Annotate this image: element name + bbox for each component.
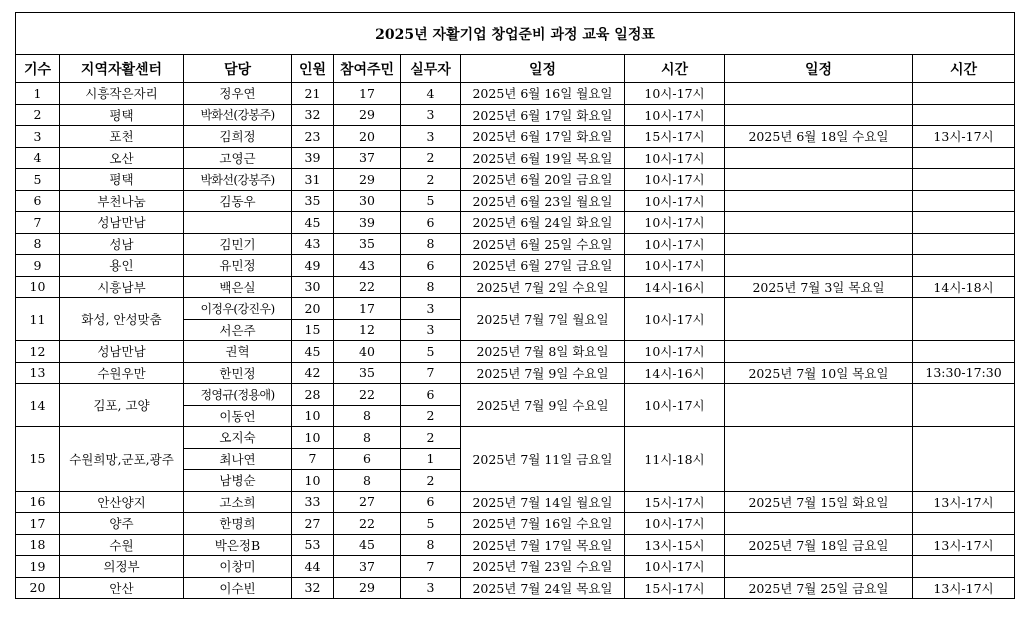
- schedule-date-cell: 2025년 7월 24일 목요일: [461, 577, 625, 599]
- second-date-cell: [725, 556, 913, 578]
- schedule-date-cell: 2025년 7월 11일 금요일: [461, 427, 625, 492]
- schedule-time-cell: 10시-17시: [625, 556, 725, 578]
- cohort-number-cell: 15: [16, 427, 60, 492]
- schedule-time-cell: 10시-17시: [625, 147, 725, 169]
- workers-cell: 8: [401, 233, 461, 255]
- second-time-cell: 14시-18시: [913, 276, 1015, 298]
- cohort-number-cell: 20: [16, 577, 60, 599]
- second-time-cell: [913, 513, 1015, 535]
- staff-name-cell: 백은실: [184, 276, 292, 298]
- cohort-number-cell: 6: [16, 190, 60, 212]
- second-time-cell: [913, 384, 1015, 427]
- schedule-date-cell: 2025년 7월 17일 목요일: [461, 534, 625, 556]
- staff-name-cell: 김민기: [184, 233, 292, 255]
- header-cell: 일정: [725, 55, 913, 83]
- schedule-date-cell: 2025년 7월 16일 수요일: [461, 513, 625, 535]
- workers-cell: 5: [401, 513, 461, 535]
- schedule-time-cell: 10시-17시: [625, 190, 725, 212]
- schedule-date-cell: 2025년 7월 23일 수요일: [461, 556, 625, 578]
- workers-cell: 4: [401, 83, 461, 105]
- second-time-cell: [913, 212, 1015, 234]
- schedule-date-cell: 2025년 7월 2일 수요일: [461, 276, 625, 298]
- table-row: [16, 513, 1015, 535]
- second-time-cell: [913, 341, 1015, 363]
- center-name-cell: 시흥작은자리: [60, 83, 184, 105]
- cohort-number-cell: 9: [16, 255, 60, 277]
- workers-cell: 3: [401, 577, 461, 599]
- schedule-date-cell: 2025년 6월 17일 화요일: [461, 126, 625, 148]
- headcount-cell: 32: [292, 104, 334, 126]
- schedule-date-cell: 2025년 7월 9일 수요일: [461, 362, 625, 384]
- headcount-cell: 30: [292, 276, 334, 298]
- schedule-table: [15, 12, 1015, 599]
- table-row: [16, 427, 1015, 449]
- workers-cell: 3: [401, 319, 461, 341]
- second-date-cell: [725, 255, 913, 277]
- second-date-cell: 2025년 7월 15일 화요일: [725, 491, 913, 513]
- second-date-cell: 2025년 7월 18일 금요일: [725, 534, 913, 556]
- headcount-cell: 43: [292, 233, 334, 255]
- workers-cell: 6: [401, 491, 461, 513]
- residents-cell: 22: [334, 513, 401, 535]
- headcount-cell: 10: [292, 427, 334, 449]
- schedule-time-cell: 10시-17시: [625, 83, 725, 105]
- headcount-cell: 10: [292, 405, 334, 427]
- table-row: [16, 341, 1015, 363]
- center-name-cell: 성남만남: [60, 341, 184, 363]
- schedule-time-cell: 10시-17시: [625, 233, 725, 255]
- schedule-date-cell: 2025년 6월 16일 월요일: [461, 83, 625, 105]
- residents-cell: 8: [334, 405, 401, 427]
- center-name-cell: 평택: [60, 169, 184, 191]
- center-name-cell: 시흥남부: [60, 276, 184, 298]
- header-cell: 담당: [184, 55, 292, 83]
- cohort-number-cell: 4: [16, 147, 60, 169]
- second-time-cell: [913, 255, 1015, 277]
- staff-name-cell: 이수빈: [184, 577, 292, 599]
- center-name-cell: 성남만남: [60, 212, 184, 234]
- center-name-cell: 안산: [60, 577, 184, 599]
- workers-cell: 6: [401, 384, 461, 406]
- headcount-cell: 32: [292, 577, 334, 599]
- residents-cell: 39: [334, 212, 401, 234]
- center-name-cell: 화성, 안성맞춤: [60, 298, 184, 341]
- cohort-number-cell: 17: [16, 513, 60, 535]
- headcount-cell: 35: [292, 190, 334, 212]
- second-date-cell: [725, 384, 913, 427]
- headcount-cell: 33: [292, 491, 334, 513]
- table-row: [16, 233, 1015, 255]
- second-time-cell: 13시-17시: [913, 491, 1015, 513]
- schedule-time-cell: 10시-17시: [625, 384, 725, 427]
- table-row: [16, 556, 1015, 578]
- cohort-number-cell: 11: [16, 298, 60, 341]
- residents-cell: 20: [334, 126, 401, 148]
- cohort-number-cell: 10: [16, 276, 60, 298]
- workers-cell: 2: [401, 147, 461, 169]
- center-name-cell: 포천: [60, 126, 184, 148]
- cohort-number-cell: 16: [16, 491, 60, 513]
- second-date-cell: [725, 190, 913, 212]
- center-name-cell: 평택: [60, 104, 184, 126]
- schedule-body: [16, 83, 1015, 599]
- cohort-number-cell: 1: [16, 83, 60, 105]
- second-date-cell: 2025년 6월 18일 수요일: [725, 126, 913, 148]
- cohort-number-cell: 18: [16, 534, 60, 556]
- residents-cell: 17: [334, 83, 401, 105]
- second-date-cell: [725, 233, 913, 255]
- residents-cell: 37: [334, 556, 401, 578]
- second-time-cell: [913, 427, 1015, 492]
- workers-cell: 6: [401, 212, 461, 234]
- workers-cell: 6: [401, 255, 461, 277]
- center-name-cell: 안산양지: [60, 491, 184, 513]
- second-date-cell: [725, 147, 913, 169]
- cohort-number-cell: 3: [16, 126, 60, 148]
- schedule-date-cell: 2025년 6월 24일 화요일: [461, 212, 625, 234]
- staff-name-cell: 서은주: [184, 319, 292, 341]
- residents-cell: 27: [334, 491, 401, 513]
- second-time-cell: [913, 83, 1015, 105]
- header-cell: 일정: [461, 55, 625, 83]
- headcount-cell: 31: [292, 169, 334, 191]
- second-date-cell: 2025년 7월 25일 금요일: [725, 577, 913, 599]
- header-row: [16, 55, 1015, 83]
- workers-cell: 7: [401, 556, 461, 578]
- schedule-time-cell: 10시-17시: [625, 341, 725, 363]
- staff-name-cell: 최나연: [184, 448, 292, 470]
- headcount-cell: 53: [292, 534, 334, 556]
- second-time-cell: 13시-17시: [913, 577, 1015, 599]
- schedule-time-cell: 15시-17시: [625, 126, 725, 148]
- second-date-cell: [725, 212, 913, 234]
- workers-cell: 1: [401, 448, 461, 470]
- headcount-cell: 44: [292, 556, 334, 578]
- header-cell: 참여주민: [334, 55, 401, 83]
- schedule-date-cell: 2025년 7월 9일 수요일: [461, 384, 625, 427]
- schedule-time-cell: 15시-17시: [625, 491, 725, 513]
- second-time-cell: [913, 233, 1015, 255]
- staff-name-cell: 박화선(강봉주): [184, 169, 292, 191]
- cohort-number-cell: 14: [16, 384, 60, 427]
- residents-cell: 12: [334, 319, 401, 341]
- second-date-cell: 2025년 7월 10일 목요일: [725, 362, 913, 384]
- table-row: [16, 104, 1015, 126]
- center-name-cell: 의정부: [60, 556, 184, 578]
- schedule-time-cell: 11시-18시: [625, 427, 725, 492]
- headcount-cell: 7: [292, 448, 334, 470]
- schedule-time-cell: 10시-17시: [625, 255, 725, 277]
- second-time-cell: 13:30-17:30: [913, 362, 1015, 384]
- schedule-date-cell: 2025년 7월 7일 월요일: [461, 298, 625, 341]
- headcount-cell: 28: [292, 384, 334, 406]
- staff-name-cell: 오지숙: [184, 427, 292, 449]
- workers-cell: 2: [401, 427, 461, 449]
- staff-name-cell: 남병순: [184, 470, 292, 492]
- schedule-time-cell: 10시-17시: [625, 212, 725, 234]
- cohort-number-cell: 5: [16, 169, 60, 191]
- schedule-date-cell: 2025년 7월 14일 월요일: [461, 491, 625, 513]
- second-date-cell: [725, 104, 913, 126]
- schedule-date-cell: 2025년 6월 27일 금요일: [461, 255, 625, 277]
- table-row: [16, 147, 1015, 169]
- center-name-cell: 성남: [60, 233, 184, 255]
- residents-cell: 35: [334, 362, 401, 384]
- second-date-cell: [725, 83, 913, 105]
- center-name-cell: 수원: [60, 534, 184, 556]
- staff-name-cell: 고영근: [184, 147, 292, 169]
- second-date-cell: [725, 341, 913, 363]
- headcount-cell: 10: [292, 470, 334, 492]
- table-row: [16, 577, 1015, 599]
- center-name-cell: 부천나눔: [60, 190, 184, 212]
- workers-cell: 7: [401, 362, 461, 384]
- residents-cell: 17: [334, 298, 401, 320]
- schedule-time-cell: 13시-15시: [625, 534, 725, 556]
- headcount-cell: 15: [292, 319, 334, 341]
- second-date-cell: [725, 427, 913, 492]
- staff-name-cell: 권혁: [184, 341, 292, 363]
- cohort-number-cell: 13: [16, 362, 60, 384]
- residents-cell: 35: [334, 233, 401, 255]
- residents-cell: 29: [334, 577, 401, 599]
- table-row: [16, 276, 1015, 298]
- headcount-cell: 27: [292, 513, 334, 535]
- residents-cell: 22: [334, 384, 401, 406]
- schedule-sheet: [15, 12, 1014, 599]
- table-row: [16, 212, 1015, 234]
- staff-name-cell: [184, 212, 292, 234]
- headcount-cell: 39: [292, 147, 334, 169]
- center-name-cell: 수원우만: [60, 362, 184, 384]
- residents-cell: 40: [334, 341, 401, 363]
- second-date-cell: [725, 169, 913, 191]
- schedule-date-cell: 2025년 7월 8일 화요일: [461, 341, 625, 363]
- residents-cell: 43: [334, 255, 401, 277]
- second-date-cell: [725, 298, 913, 341]
- schedule-time-cell: 10시-17시: [625, 513, 725, 535]
- center-name-cell: 용인: [60, 255, 184, 277]
- table-row: [16, 126, 1015, 148]
- residents-cell: 29: [334, 104, 401, 126]
- staff-name-cell: 김동우: [184, 190, 292, 212]
- schedule-time-cell: 14시-16시: [625, 362, 725, 384]
- schedule-date-cell: 2025년 6월 19일 목요일: [461, 147, 625, 169]
- table-row: [16, 491, 1015, 513]
- workers-cell: 2: [401, 470, 461, 492]
- table-row: [16, 169, 1015, 191]
- second-time-cell: [913, 104, 1015, 126]
- staff-name-cell: 한민정: [184, 362, 292, 384]
- center-name-cell: 오산: [60, 147, 184, 169]
- header-cell: 시간: [625, 55, 725, 83]
- center-name-cell: 김포, 고양: [60, 384, 184, 427]
- residents-cell: 8: [334, 470, 401, 492]
- schedule-date-cell: 2025년 6월 25일 수요일: [461, 233, 625, 255]
- table-title: 2025년 자활기업 창업준비 과정 교육 일정표: [16, 13, 1015, 55]
- residents-cell: 29: [334, 169, 401, 191]
- residents-cell: 8: [334, 427, 401, 449]
- residents-cell: 22: [334, 276, 401, 298]
- table-row: [16, 384, 1015, 406]
- headcount-cell: 20: [292, 298, 334, 320]
- residents-cell: 6: [334, 448, 401, 470]
- workers-cell: 3: [401, 104, 461, 126]
- header-cell: 시간: [913, 55, 1015, 83]
- schedule-date-cell: 2025년 6월 17일 화요일: [461, 104, 625, 126]
- second-time-cell: 13시-17시: [913, 534, 1015, 556]
- second-time-cell: [913, 169, 1015, 191]
- workers-cell: 3: [401, 126, 461, 148]
- staff-name-cell: 이동언: [184, 405, 292, 427]
- staff-name-cell: 유민정: [184, 255, 292, 277]
- staff-name-cell: 정영규(정용애): [184, 384, 292, 406]
- cohort-number-cell: 19: [16, 556, 60, 578]
- center-name-cell: 수원희망,군포,광주: [60, 427, 184, 492]
- header-cell: 기수: [16, 55, 60, 83]
- table-row: [16, 83, 1015, 105]
- table-row: [16, 190, 1015, 212]
- header-cell: 실무자: [401, 55, 461, 83]
- cohort-number-cell: 2: [16, 104, 60, 126]
- headcount-cell: 21: [292, 83, 334, 105]
- headcount-cell: 23: [292, 126, 334, 148]
- staff-name-cell: 고소희: [184, 491, 292, 513]
- headcount-cell: 49: [292, 255, 334, 277]
- second-time-cell: [913, 556, 1015, 578]
- header-cell: 지역자활센터: [60, 55, 184, 83]
- workers-cell: 5: [401, 341, 461, 363]
- header-cell: 인원: [292, 55, 334, 83]
- table-row: [16, 298, 1015, 320]
- workers-cell: 3: [401, 298, 461, 320]
- workers-cell: 8: [401, 276, 461, 298]
- schedule-time-cell: 10시-17시: [625, 298, 725, 341]
- schedule-date-cell: 2025년 6월 20일 금요일: [461, 169, 625, 191]
- staff-name-cell: 이창미: [184, 556, 292, 578]
- cohort-number-cell: 8: [16, 233, 60, 255]
- schedule-time-cell: 10시-17시: [625, 169, 725, 191]
- second-time-cell: 13시-17시: [913, 126, 1015, 148]
- second-date-cell: [725, 513, 913, 535]
- schedule-date-cell: 2025년 6월 23일 월요일: [461, 190, 625, 212]
- table-row: [16, 255, 1015, 277]
- residents-cell: 37: [334, 147, 401, 169]
- cohort-number-cell: 7: [16, 212, 60, 234]
- second-time-cell: [913, 147, 1015, 169]
- schedule-time-cell: 15시-17시: [625, 577, 725, 599]
- staff-name-cell: 김희정: [184, 126, 292, 148]
- staff-name-cell: 박화선(강봉주): [184, 104, 292, 126]
- second-date-cell: 2025년 7월 3일 목요일: [725, 276, 913, 298]
- table-row: [16, 534, 1015, 556]
- staff-name-cell: 박은정B: [184, 534, 292, 556]
- headcount-cell: 45: [292, 341, 334, 363]
- workers-cell: 2: [401, 169, 461, 191]
- residents-cell: 45: [334, 534, 401, 556]
- staff-name-cell: 한명희: [184, 513, 292, 535]
- staff-name-cell: 이정우(강진우): [184, 298, 292, 320]
- headcount-cell: 45: [292, 212, 334, 234]
- center-name-cell: 양주: [60, 513, 184, 535]
- workers-cell: 5: [401, 190, 461, 212]
- schedule-time-cell: 14시-16시: [625, 276, 725, 298]
- second-time-cell: [913, 298, 1015, 341]
- workers-cell: 8: [401, 534, 461, 556]
- second-time-cell: [913, 190, 1015, 212]
- cohort-number-cell: 12: [16, 341, 60, 363]
- residents-cell: 30: [334, 190, 401, 212]
- headcount-cell: 42: [292, 362, 334, 384]
- schedule-time-cell: 10시-17시: [625, 104, 725, 126]
- workers-cell: 2: [401, 405, 461, 427]
- staff-name-cell: 정우연: [184, 83, 292, 105]
- table-row: [16, 362, 1015, 384]
